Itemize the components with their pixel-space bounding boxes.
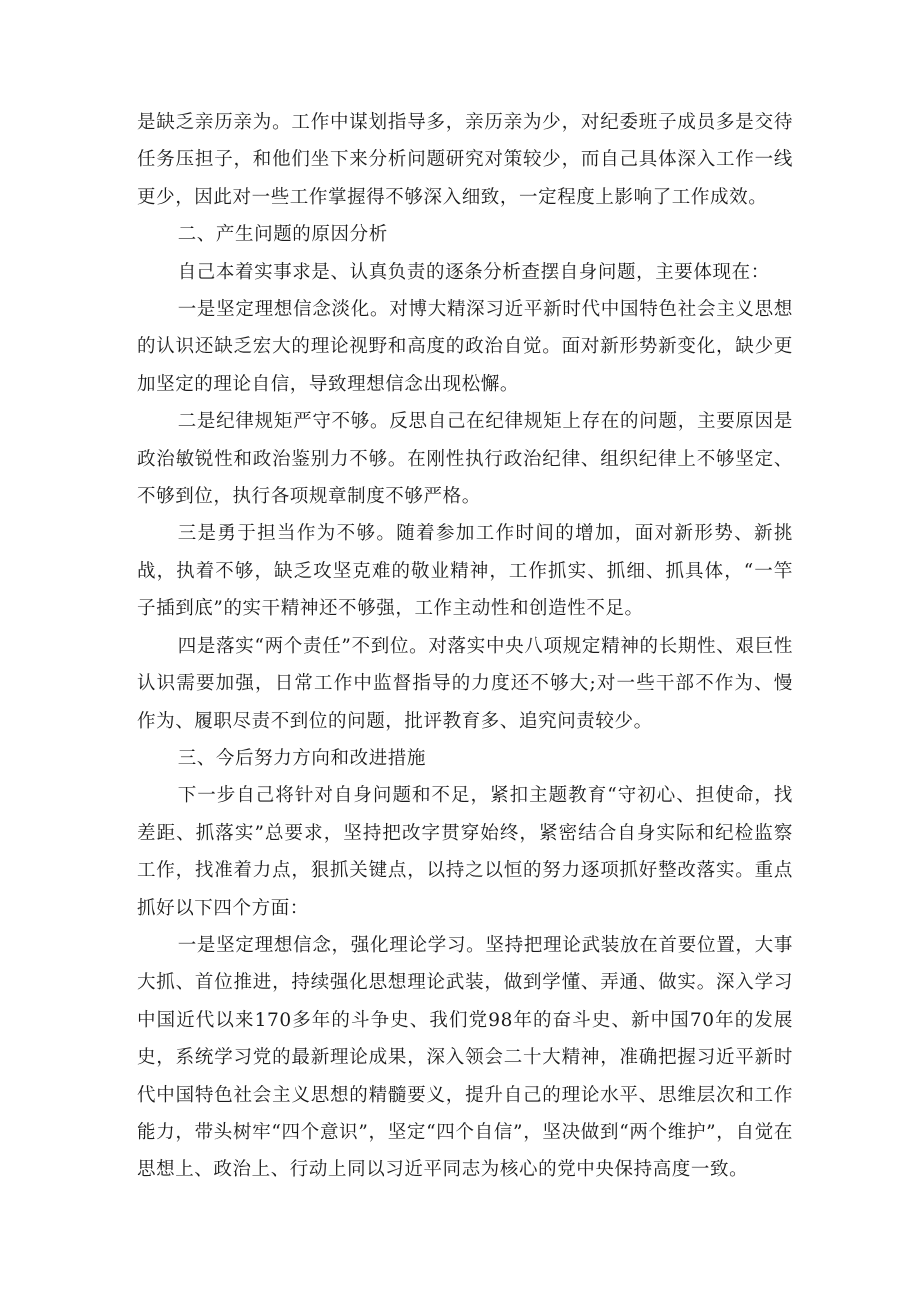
- paragraph: 自己本着实事求是、认真负责的逐条分析查摆自身问题，主要体现在：: [177, 261, 770, 283]
- paragraph: 二是纪律规矩严守不够。反思自己在纪律规矩上存在的问题，主要原因是政治敏锐性和政治鉴别力不够。在刚性执行政治纪律、组织纪律上不够坚定、不够到位，执行各项规章制度不够严格。: [137, 411, 793, 508]
- paragraph: 下一步自己将针对自身问题和不足，紧扣主题教育“守初心、担使命，找差距、抓落实”总要求，坚持把改字贯穿始终，紧密结合自身实际和纪检监察工作，找准着力点，狠抓关键点，以持之以恒的努力逐项抓好整改落实。重点抓好以下四个方面：: [137, 785, 793, 919]
- paragraph: 一是坚定理想信念淡化。对博大精深习近平新时代中国特色社会主义思想的认识还缺乏宏大的理论视野和高度的政治自觉。面对新形势新变化，缺少更加坚定的理论自信，导致理想信念出现松懈。: [137, 299, 793, 395]
- paragraph: 三是勇于担当作为不够。随着参加工作时间的增加，面对新形势、新挑战，执着不够，缺乏攻坚克难的敬业精神，工作抓实、抓细、抓具体，“一竿子插到底”的实干精神还不够强，工作主动性和创造性不足。: [137, 523, 793, 620]
- document-page: [137, 104, 793, 1189]
- section-heading-cause-analysis: 二、产生问题的原因分析: [177, 224, 388, 246]
- section-heading-improvement-measures: 三、今后努力方向和改进措施: [177, 747, 426, 769]
- paragraph: 一是坚定理想信念，强化理论学习。坚持把理论武装放在首要位置，大事大抓、首位推进，持续强化思想理论武装，做到学懂、弄通、做实。深入学习中国近代以来170多年的斗争史、我们党98年的奋斗史、新中国70年的发展史，系统学习党的最新理论成果，深入领会二十大精神，准确把握习近平新时代中国特色社会主义思想的精髓要义，提升自己的理论水平、思维层次和工作能力，带头树牢“四个意识”，坚定“四个自信”，坚决做到“两个维护”，自觉在思想上、政治上、行动上同以习近平同志为核心的党中央保持高度一致。: [137, 934, 793, 1181]
- paragraph: 四是落实“两个责任”不到位。对落实中央八项规定精神的长期性、艰巨性认识需要加强，日常工作中监督指导的力度还不够大;对一些干部不作为、慢作为、履职尽责不到位的问题，批评教育多、追究问责较少。: [137, 635, 793, 732]
- paragraph-continued: 是缺乏亲历亲为。工作中谋划指导多，亲历亲为少，对纪委班子成员多是交待任务压担子，和他们坐下来分析问题研究对策较少，而自己具体深入工作一线更少，因此对一些工作掌握得不够深入细致，一定程度上影响了工作成效。: [137, 112, 793, 208]
